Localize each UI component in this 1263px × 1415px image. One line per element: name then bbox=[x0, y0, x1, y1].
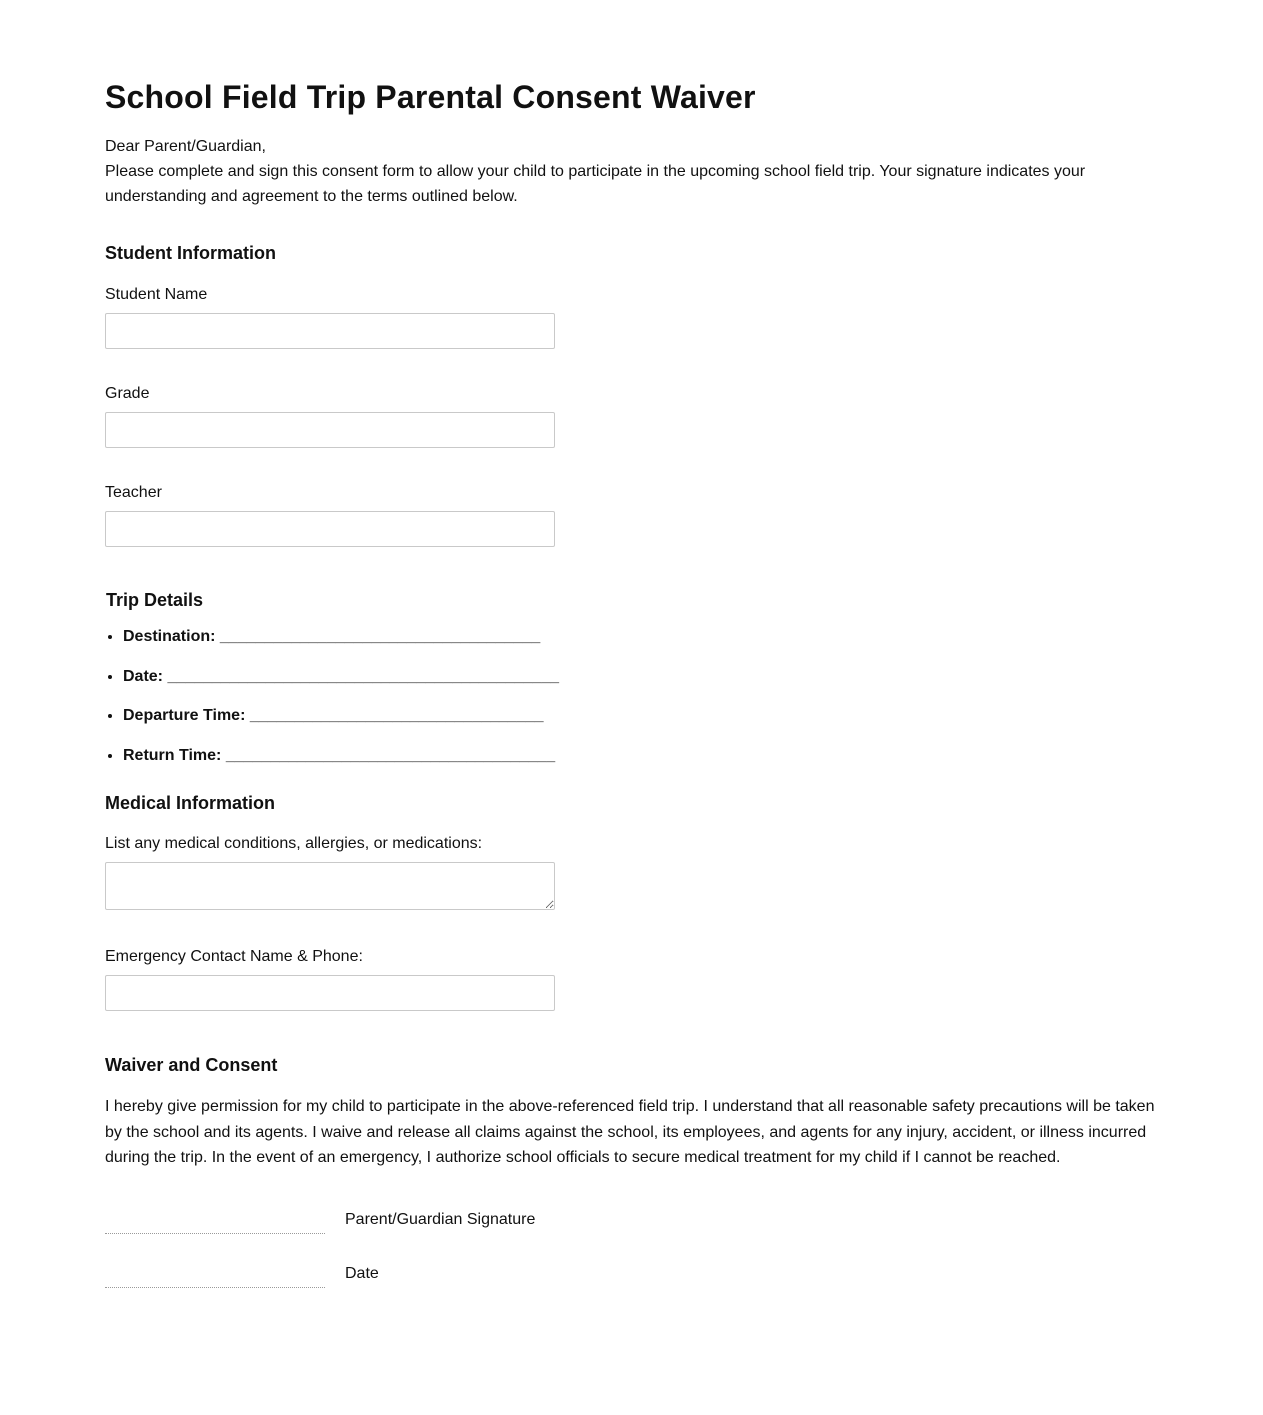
student-name-field-group bbox=[105, 284, 1158, 349]
student-information-section bbox=[105, 242, 1158, 546]
teacher-field-group bbox=[105, 482, 1158, 547]
medical-conditions-textarea[interactable] bbox=[105, 862, 555, 910]
waiver-section bbox=[105, 1054, 1158, 1291]
emergency-contact-label: Emergency Contact Name & Phone: bbox=[105, 948, 363, 966]
destination-label: Destination: bbox=[123, 628, 216, 646]
signature-date-line[interactable] bbox=[105, 1286, 325, 1288]
return-time-blank-line: _____________________________________ bbox=[225, 746, 556, 764]
emergency-contact-field-group bbox=[105, 946, 1158, 1011]
medical-conditions-label: List any medical conditions, allergies, or medications: bbox=[105, 835, 483, 853]
grade-label: Grade bbox=[105, 384, 150, 402]
date-label: Date: bbox=[123, 667, 164, 685]
section-heading-medical-information: Medical Information bbox=[105, 792, 276, 813]
signature-label: Parent/Guardian Signature bbox=[345, 1210, 536, 1228]
teacher-input[interactable] bbox=[105, 511, 555, 547]
page-title: School Field Trip Parental Consent Waiver bbox=[105, 79, 756, 115]
medical-information-section bbox=[105, 792, 1158, 1011]
trip-details-section bbox=[105, 589, 1158, 767]
destination-blank-line: ____________________________________ bbox=[219, 628, 541, 646]
student-name-input[interactable] bbox=[105, 313, 555, 349]
greeting: Dear Parent/Guardian, bbox=[105, 138, 266, 156]
signature-row bbox=[105, 1207, 1158, 1237]
trip-item-return-time bbox=[123, 745, 1158, 767]
trip-details-list bbox=[105, 626, 1158, 767]
grade-field-group bbox=[105, 383, 1158, 448]
medical-conditions-field-group bbox=[105, 833, 1158, 910]
section-heading-trip-details: Trip Details bbox=[106, 589, 204, 610]
intro bbox=[105, 134, 1158, 209]
departure-time-label: Departure Time: bbox=[123, 707, 246, 725]
trip-item-departure-time bbox=[123, 705, 1158, 727]
section-heading-student-information: Student Information bbox=[105, 243, 276, 264]
return-time-label: Return Time: bbox=[123, 746, 222, 764]
grade-input[interactable] bbox=[105, 412, 555, 448]
departure-time-blank-line: _________________________________ bbox=[249, 707, 544, 725]
date-blank-line: ____________________________________________ bbox=[167, 667, 559, 685]
signature-line[interactable] bbox=[105, 1232, 325, 1234]
emergency-contact-input[interactable] bbox=[105, 975, 555, 1011]
intro-text: Please complete and sign this consent form to allow your child to participate in the upcoming school field trip. Your signature indicates your understanding and agreement to the terms outlined below. bbox=[105, 163, 1086, 206]
signature-block bbox=[105, 1207, 1158, 1291]
trip-item-date bbox=[123, 666, 1158, 688]
trip-item-destination bbox=[123, 626, 1158, 648]
teacher-label: Teacher bbox=[105, 483, 162, 501]
signature-date-label: Date bbox=[345, 1264, 379, 1282]
section-heading-waiver: Waiver and Consent bbox=[105, 1055, 278, 1076]
signature-date-row bbox=[105, 1261, 1158, 1291]
waiver-text: I hereby give permission for my child to participate in the above-referenced field trip. I understand that all reasonable safety precautions will be taken by the school and its agents. I waive and release all claims against the school, its employees, and agents for any injury, accident, or illness incurred during the trip. In the event of an emergency, I authorize school officials to secure medical treatment for my child if I cannot be reached. bbox=[105, 1098, 1155, 1167]
consent-form-page bbox=[105, 0, 1158, 1415]
student-name-label: Student Name bbox=[105, 285, 208, 303]
